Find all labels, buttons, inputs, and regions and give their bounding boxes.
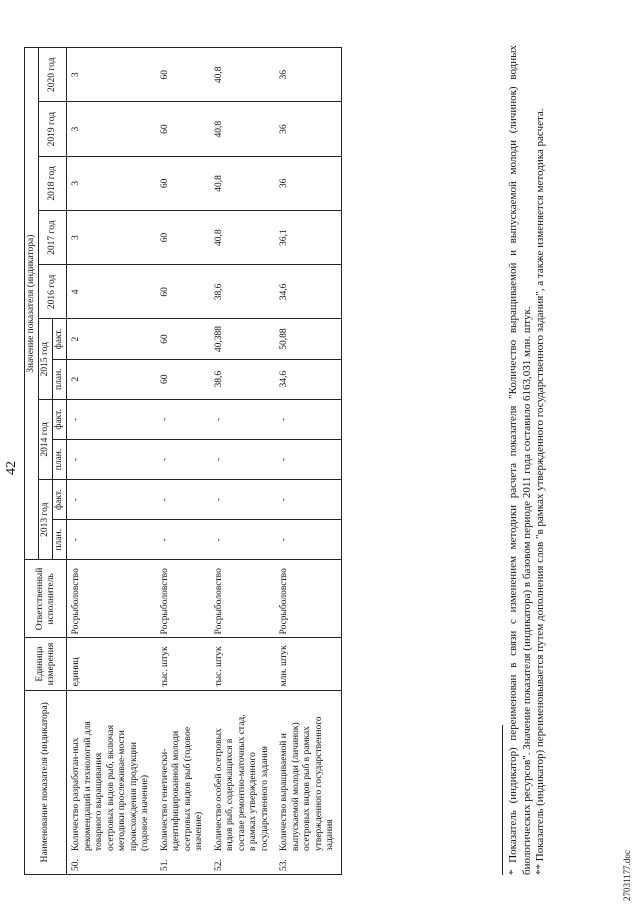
row-number: 51.	[159, 859, 170, 871]
header-indicator-name: Наименование показателя (индикатора)	[25, 690, 67, 874]
value-cell: 36	[275, 156, 341, 210]
value-cell: 60	[156, 156, 210, 210]
value-cell: 60	[156, 359, 210, 399]
value-cell: 38,6	[210, 359, 276, 399]
row-number: 50.	[71, 859, 81, 871]
indicator-name: Количество генетически-идентифицированной молоди осетровых видов рыб (годовое значение)	[159, 726, 204, 851]
value-cell: 60	[156, 265, 210, 319]
row-number: 52.	[213, 859, 224, 871]
indicator-name: Количество особей осетровых видов рыб, содержащихся в составе ремонтно-маточных стад, в рамках утвержденного государственного задания	[213, 714, 270, 851]
value-cell: -	[67, 480, 156, 520]
header-year-2020: 2020 год	[39, 48, 67, 103]
footnote-1: * Показатель (индикатор) переименован в связи с изменением методики расчета показателя "Количество выращиваемой и выпускаемой молоди (личинок) водных биологических ресурсов". Значение показателя (индикатора) в базовом периоде 2011 года составило 6163,031 млн. штук.	[507, 45, 533, 875]
file-name: 27031177.doc	[622, 850, 632, 901]
value-cell: 40,8	[210, 156, 276, 210]
value-cell: 36	[275, 48, 341, 103]
header-values-group: Значение показателя (индикатора)	[25, 48, 39, 560]
table-row	[67, 48, 156, 875]
indicator-name-cell	[67, 690, 156, 874]
value-cell: -	[156, 480, 210, 520]
executor-cell: Росрыболовство	[210, 560, 276, 638]
indicator-name-cell	[156, 690, 210, 874]
table-row	[275, 48, 341, 875]
indicator-name-cell	[210, 690, 276, 874]
header-unit: Единица измерения	[25, 638, 67, 690]
value-cell: -	[156, 439, 210, 479]
header-year-2014: 2014 год	[39, 399, 53, 479]
value-cell: -	[210, 520, 276, 560]
header-year-2016: 2016 год	[39, 265, 67, 319]
header-plan: план.	[53, 520, 67, 560]
value-cell: 40,388	[210, 319, 276, 359]
value-cell: 60	[156, 48, 210, 103]
value-cell: 3	[67, 211, 156, 265]
unit-cell: тыс. штук	[156, 638, 210, 690]
value-cell: 60	[156, 211, 210, 265]
header-year-2013: 2013 год	[39, 480, 53, 560]
value-cell: -	[275, 480, 341, 520]
value-cell: 3	[67, 48, 156, 103]
value-cell: 36,1	[275, 211, 341, 265]
value-cell: 2	[67, 359, 156, 399]
value-cell: 36	[275, 102, 341, 156]
header-year-2018: 2018 год	[39, 156, 67, 210]
header-year-2019: 2019 год	[39, 102, 67, 156]
header-plan: план.	[53, 439, 67, 479]
header-year-2015: 2015 год	[39, 319, 53, 399]
executor-cell: Росрыболовство	[156, 560, 210, 638]
unit-cell: единиц	[67, 638, 156, 690]
value-cell: -	[156, 399, 210, 439]
row-number: 53.	[279, 859, 289, 871]
header-fact: факт.	[53, 319, 67, 359]
value-cell: 4	[67, 265, 156, 319]
value-cell: 34,6	[275, 359, 341, 399]
value-cell: 3	[67, 156, 156, 210]
value-cell: -	[67, 439, 156, 479]
header-fact: факт.	[53, 480, 67, 520]
value-cell: -	[210, 399, 276, 439]
value-cell: 40,8	[210, 211, 276, 265]
header-executor: Ответственный исполнитель	[25, 560, 67, 638]
executor-cell: Росрыболовство	[67, 560, 156, 638]
table-row	[156, 48, 210, 875]
executor-cell: Росрыболовство	[275, 560, 341, 638]
value-cell: -	[275, 439, 341, 479]
indicator-table	[24, 47, 342, 875]
value-cell: 50,88	[275, 319, 341, 359]
header-plan: план.	[53, 359, 67, 399]
indicator-name: Количество выращиваемой и выпускаемой молоди (личинок) осетровых видов рыб в рамках утвержденного государственного задания	[279, 716, 335, 851]
table-row	[210, 48, 276, 875]
value-cell: 40,8	[210, 102, 276, 156]
value-cell: 2	[67, 319, 156, 359]
footnotes	[502, 45, 548, 875]
value-cell: 40,8	[210, 48, 276, 103]
value-cell: -	[67, 520, 156, 560]
value-cell: 60	[156, 102, 210, 156]
value-cell: 60	[156, 319, 210, 359]
value-cell: -	[210, 439, 276, 479]
value-cell: 38,6	[210, 265, 276, 319]
value-cell: -	[156, 520, 210, 560]
footnote-divider	[502, 725, 503, 875]
value-cell: 34,6	[275, 265, 341, 319]
unit-cell: тыс. штук	[210, 638, 276, 690]
value-cell: 3	[67, 102, 156, 156]
unit-cell: млн. штук	[275, 638, 341, 690]
value-cell: -	[67, 399, 156, 439]
header-year-2017: 2017 год	[39, 211, 67, 265]
header-fact: факт.	[53, 399, 67, 439]
value-cell: -	[275, 399, 341, 439]
indicator-name: Количество разработан-ных рекомендаций и технологий для товарного выращивания осетровых видов рыб, включая методики прослеживае-мости происхождения продукции (годовое значение)	[71, 721, 150, 851]
indicator-name-cell	[275, 690, 341, 874]
page-number: 42	[4, 461, 19, 475]
value-cell: -	[275, 520, 341, 560]
footnote-2: ** Показатель (индикатор) переименовывается путем дополнения слов "в рамках утвержденного государственного задания", а также изменяется методика расчета.	[534, 108, 546, 875]
value-cell: -	[210, 480, 276, 520]
